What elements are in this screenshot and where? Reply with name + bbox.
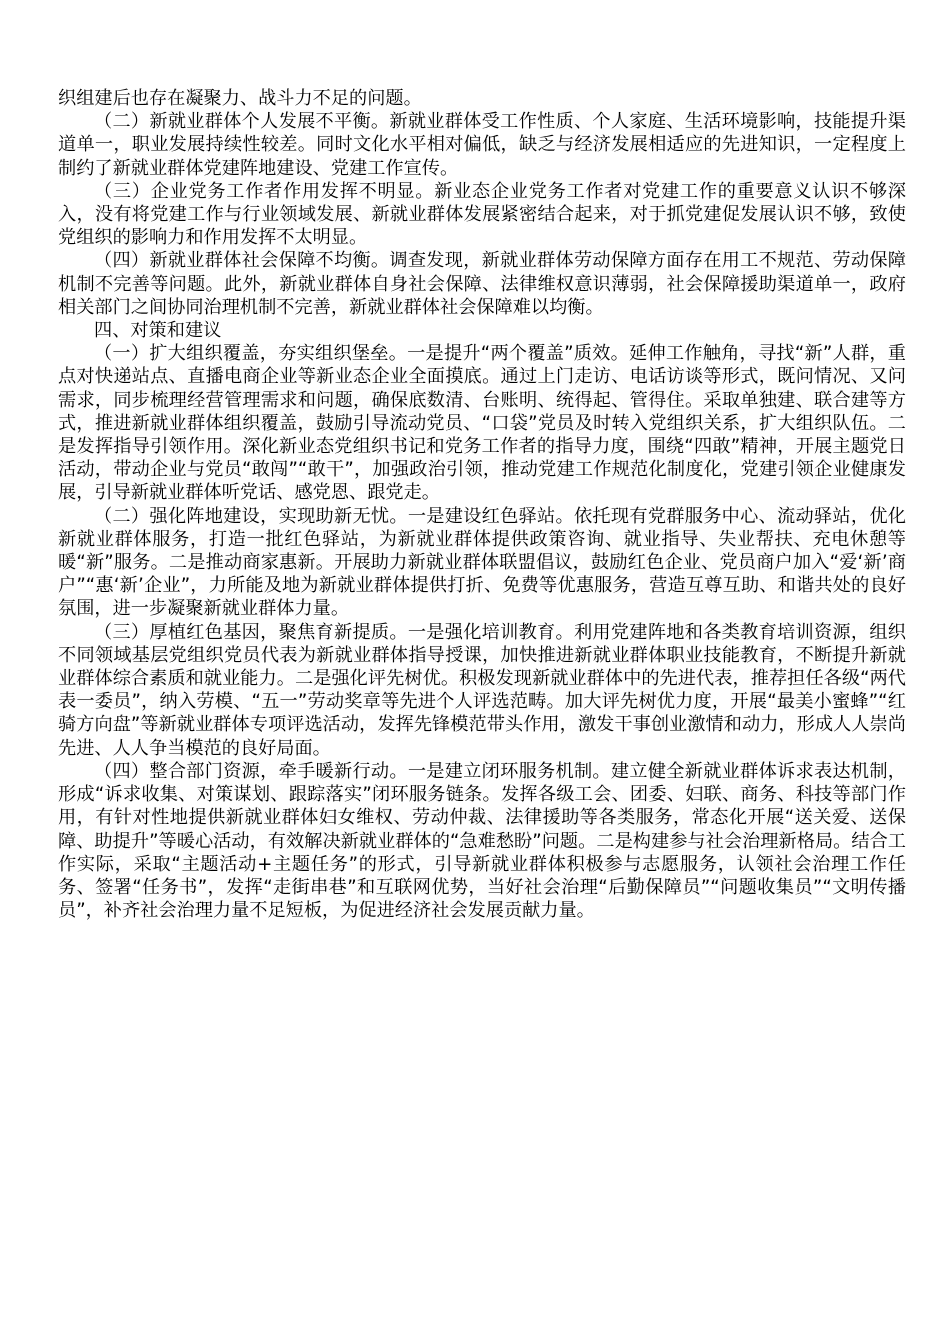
paragraph: （三）企业党务工作者作用发挥不明显。新业态企业党务工作者对党建工作的重要意义认识不够深入，没有将党建工作与行业领域发展、新就业群体发展紧密结合起来，对于抓党建促发展认识不够，致使党组织的影响力和作用发挥不太明显。: [58, 180, 906, 249]
paragraph: （二）强化阵地建设，实现助新无忧。一是建设红色驿站。依托现有党群服务中心、流动驿站，优化新就业群体服务，打造一批红色驿站，为新就业群体提供政策咨询、就业指导、失业帮扶、充电休憩等暖“新”服务。二是推动商家惠新。开展助力新就业群体联盟倡议，鼓励红色企业、党员商户加入“爱‘新’商户”“惠‘新’企业”，力所能及地为新就业群体提供打折、免费等优惠服务，营造互尊互助、和谐共处的良好氛围，进一步凝聚新就业群体力量。: [58, 505, 906, 620]
paragraph: （二）新就业群体个人发展不平衡。新就业群体受工作性质、个人家庭、生活环境影响，技能提升渠道单一，职业发展持续性较差。同时文化水平相对偏低，缺乏与经济发展相适应的先进知识，一定程度上制约了新就业群体党建阵地建设、党建工作宣传。: [58, 111, 906, 179]
paragraph: （一）扩大组织覆盖，夯实组织堡垒。一是提升“两个覆盖”质效。延伸工作触角，寻找“新”人群，重点对快递站点、直播电商企业等新业态企业全面摸底。通过上门走访、电话访谈等形式，既问情况、又问需求，同步梳理经营管理需求和问题，确保底数清、台账明、统得起、管得住。采取单独建、联合建等方式，推进新就业群体组织覆盖，鼓励引导流动党员、“口袋”党员及时转入党组织关系，扩大组织队伍。二是发挥指导引领作用。深化新业态党组织书记和党务工作者的指导力度，围绕“四敢”精神，开展主题党日活动，带动企业与党员“敢闯”“敢干”，加强政治引领，推动党建工作规范化制度化，党建引领企业健康发展，引导新就业群体听党话、感党恩、跟党走。: [58, 343, 906, 504]
paragraph: （三）厚植红色基因，聚焦育新提质。一是强化培训教育。利用党建阵地和各类教育培训资源，组织不同领域基层党组织党员代表为新就业群体指导授课，加快推进新就业群体职业技能教育，不断提升新就业群体综合素质和就业能力。二是强化评先树优。积极发现新就业群体中的先进代表，推荐担任各级“两代表一委员”，纳入劳模、“五一”劳动奖章等先进个人评选范畴。加大评先树优力度，开展“最美小蜜蜂”“红骑方向盘”等新就业群体专项评选活动，发挥先锋模范带头作用，激发干事创业激情和动力，形成人人崇尚先进、人人争当模范的良好局面。: [58, 621, 906, 759]
section-heading: 四、对策和建议: [94, 320, 222, 342]
paragraph: （四）整合部门资源，牵手暖新行动。一是建立闭环服务机制。建立健全新就业群体诉求表达机制，形成“诉求收集、对策谋划、跟踪落实”闭环服务链条。发挥各级工会、团委、妇联、商务、科技等部门作用，有针对性地提供新就业群体妇女维权、劳动仲裁、法律援助等各类服务，常态化开展“送关爱、送保障、助提升”等暖心活动，有效解决新就业群体的“急难愁盼”问题。二是构建参与社会治理新格局。结合工作实际，采取“主题活动+主题任务”的形式，引导新就业群体积极参与志愿服务，认领社会治理工作任务、签署“任务书”，发挥“走街串巷”和互联网优势，当好社会治理“后勤保障员”“问题收集员”“文明传播员”，补齐社会治理力量不足短板，为促进经济社会发展贡献力量。: [58, 760, 906, 922]
document-body: [58, 87, 906, 922]
paragraph: （四）新就业群体社会保障不均衡。调查发现，新就业群体劳动保障方面存在用工不规范、劳动保障机制不完善等问题。此外，新就业群体自身社会保障、法律维权意识薄弱，社会保障援助渠道单一，政府相关部门之间协同治理机制不完善，新就业群体社会保障难以均衡。: [58, 250, 906, 318]
paragraph: 织组建后也存在凝聚力、战斗力不足的问题。: [58, 88, 422, 109]
